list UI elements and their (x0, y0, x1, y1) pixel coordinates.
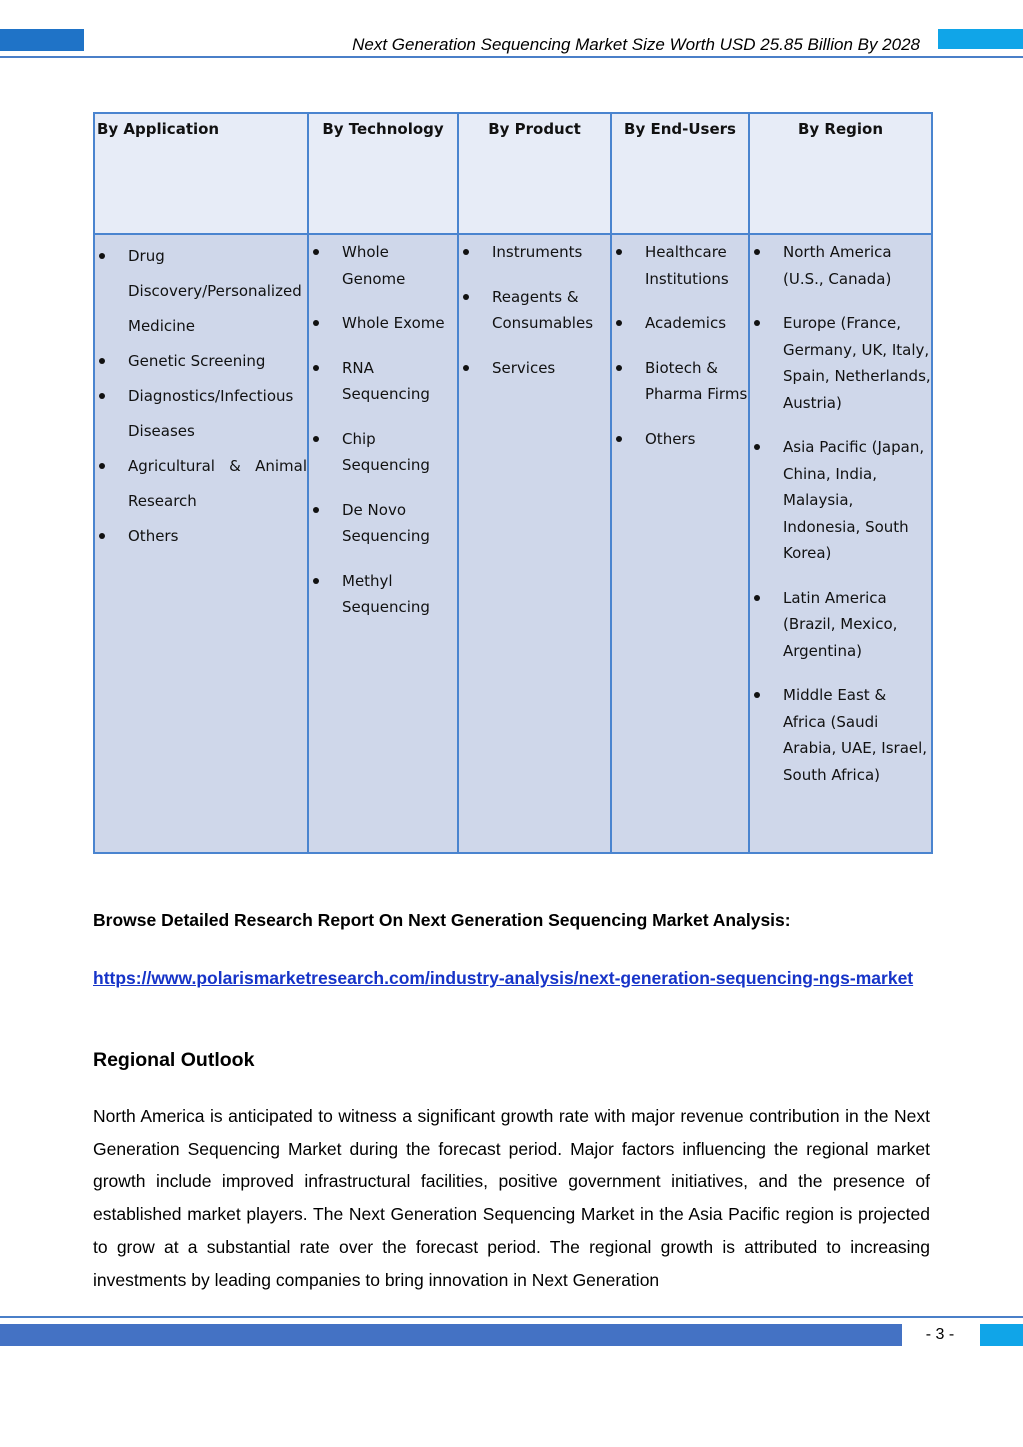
list-item: Middle East & Africa (Saudi Arabia, UAE, Israel, South Africa) (750, 682, 931, 788)
list-item: Whole Exome (309, 310, 457, 337)
list-item: Healthcare Institutions (612, 239, 748, 292)
section-paragraph: North America is anticipated to witness a significant growth rate with major revenue contribution in the Next Generation Sequencing Market during the forecast period. Major factors influencing the regional market growth include improved infrastructural facilities, positive government initiatives, and the presence of established market players. The Next Generation Sequencing Market in the Asia Pacific region is projected to grow at a substantial rate over the forecast period. The regional growth is attributed to increasing investments by leading companies to bring innovation in Next Generation (93, 1106, 930, 1290)
header-accent-right (938, 29, 1023, 49)
table-header-row (94, 113, 932, 234)
list-item: Latin America (Brazil, Mexico, Argentina) (750, 585, 931, 665)
technology-cell (308, 234, 458, 853)
header-by-technology: By Technology (308, 113, 458, 234)
report-link[interactable]: https://www.polarismarketresearch.com/industry-analysis/next-generation-sequencing-ngs-market (93, 968, 914, 988)
browse-report-label: Browse Detailed Research Report On Next Generation Sequencing Market Analysis: (93, 910, 791, 930)
list-item: Whole Genome (309, 239, 457, 292)
list-item: RNA Sequencing (309, 355, 457, 408)
footer-divider (0, 1316, 1023, 1318)
list-item: Others (612, 426, 748, 453)
header-by-region: By Region (749, 113, 932, 234)
application-cell (94, 234, 308, 853)
page-number: - 3 - (925, 1326, 955, 1343)
region-cell (749, 234, 932, 853)
footer-accent-right (980, 1324, 1023, 1346)
list-item: Genetic Screening (95, 344, 307, 379)
product-cell (458, 234, 611, 853)
table-body-row (94, 234, 932, 853)
footer-accent-left (0, 1324, 902, 1346)
list-item: Biotech & Pharma Firms (612, 355, 748, 408)
list-item: Diagnostics/Infectious Diseases (95, 379, 307, 449)
list-item: Others (95, 519, 307, 554)
list-item: Methyl Sequencing (309, 568, 457, 621)
segmentation-table (93, 112, 933, 854)
list-item: Services (459, 355, 610, 382)
list-item: Asia Pacific (Japan, China, India, Malaysia, Indonesia, South Korea) (750, 434, 931, 567)
list-item: Agricultural & Animal Research (95, 449, 307, 519)
header-by-product: By Product (458, 113, 611, 234)
list-item: Chip Sequencing (309, 426, 457, 479)
page-header-title: Next Generation Sequencing Market Size Worth USD 25.85 Billion By 2028 (352, 35, 920, 54)
header-divider (0, 56, 1023, 58)
end-users-cell (611, 234, 749, 853)
list-item: Drug Discovery/Personalized Medicine (95, 239, 307, 344)
header-by-application: By Application (94, 113, 308, 234)
list-item: Europe (France, Germany, UK, Italy, Spain, Netherlands, Austria) (750, 310, 931, 416)
list-item: De Novo Sequencing (309, 497, 457, 550)
list-item: Instruments (459, 239, 610, 266)
list-item: North America (U.S., Canada) (750, 239, 931, 292)
list-item: Academics (612, 310, 748, 337)
header-accent-left (0, 29, 84, 51)
header-by-end-users: By End-Users (611, 113, 749, 234)
section-heading: Regional Outlook (93, 1049, 255, 1071)
list-item: Reagents & Consumables (459, 284, 610, 337)
